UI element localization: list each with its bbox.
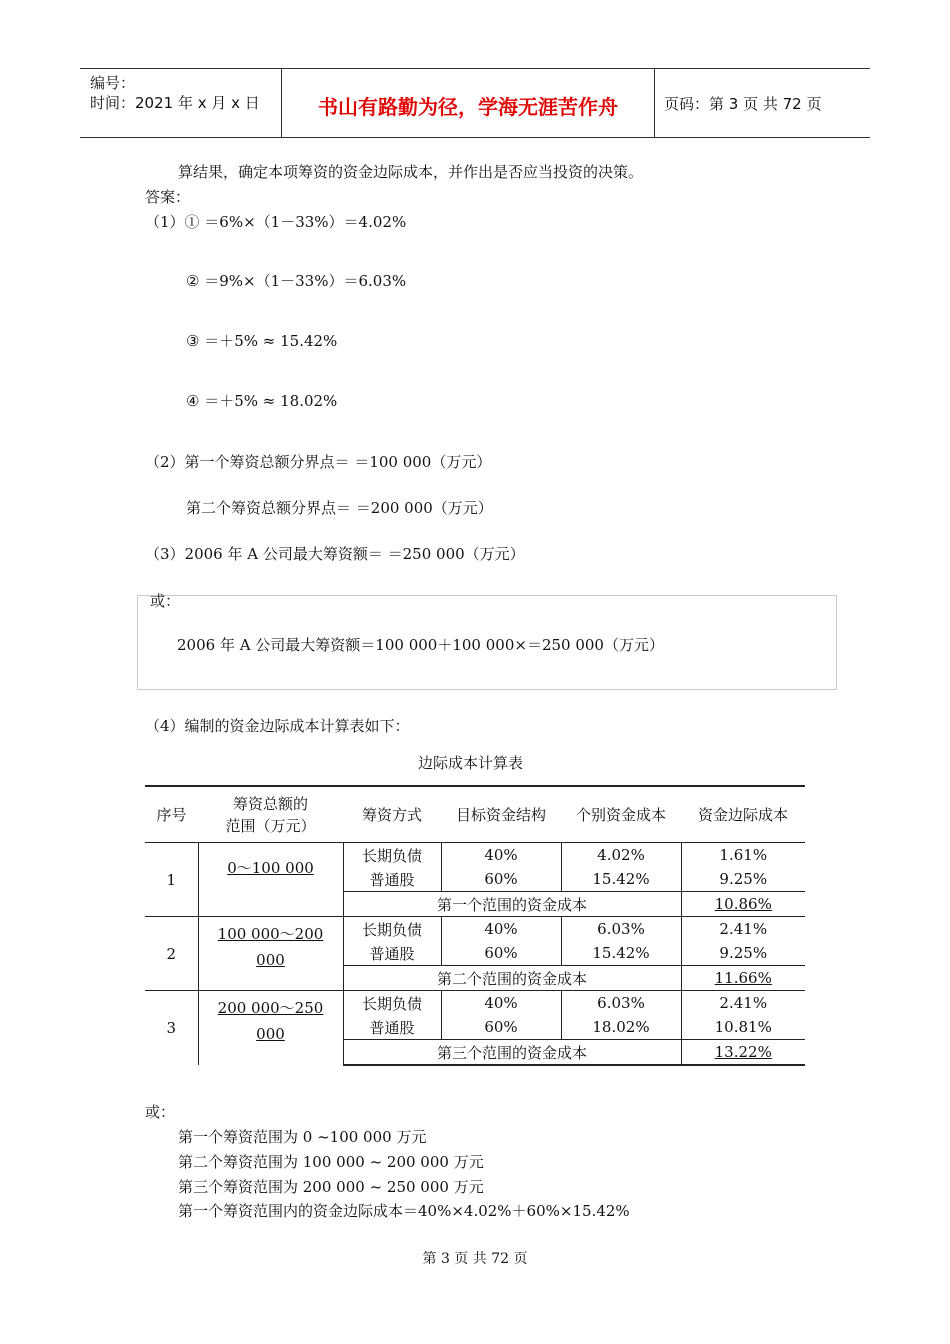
cell-cost: 15.42% [561, 867, 681, 892]
cell-seq: 3 [145, 991, 198, 1066]
marginal-cost-line: 第一个筹资范围内的资金边际成本＝40%×4.02%＋60%×15.42% [178, 1202, 630, 1220]
cell-weight: 40% [441, 991, 561, 1016]
range-line-3: 第三个筹资范围为 200 000 ~ 250 000 万元 [178, 1178, 484, 1196]
header-motto: 书山有路勤为径，学海无涯苦作舟 [318, 95, 618, 119]
cell-cost: 18.02% [561, 1015, 681, 1040]
answer-1-3: ③ ＝＋5% ≈ 15.42% [186, 332, 338, 350]
cell-cost: 6.03% [561, 991, 681, 1016]
answer-label: 答案： [145, 188, 191, 206]
cell-range: 200 000～250 000 [198, 991, 343, 1066]
answer-1-1: （1）① ＝6%×（1－33%）＝4.02% [145, 213, 407, 231]
cell-weight: 60% [441, 1015, 561, 1040]
cell-marginal: 9.25% [681, 867, 805, 892]
cell-weight: 60% [441, 941, 561, 966]
cell-method: 长期负债 [343, 843, 441, 868]
header-marginal-cost: 资金边际成本 [681, 786, 805, 843]
cell-summary-value: 11.66% [681, 966, 805, 991]
page-header [80, 68, 870, 138]
answer-1-4: ④ ＝＋5% ≈ 18.02% [186, 392, 338, 410]
cell-range: 0～100 000 [198, 843, 343, 917]
header-seq: 序号 [145, 786, 198, 843]
page-footer: 第 3 页 共 72 页 [422, 1251, 528, 1267]
cell-seq: 1 [145, 843, 198, 917]
cell-cost: 15.42% [561, 941, 681, 966]
cell-marginal: 1.61% [681, 843, 805, 868]
answer-4: （4）编制的资金边际成本计算表如下： [145, 717, 410, 735]
alternative-label-2: 或： [145, 1103, 176, 1121]
document-number-label: 编号： [90, 74, 136, 92]
alternative-label: 或： [150, 592, 181, 610]
cell-cost: 4.02% [561, 843, 681, 868]
paragraph-continuation: 算结果，确定本项筹资的资金边际成本，并作出是否应当投资的决策。 [178, 163, 644, 181]
answer-2-2: 第二个筹资总额分界点＝ ＝200 000（万元） [186, 499, 493, 517]
cell-method: 普通股 [343, 941, 441, 966]
header-page-info: 页码：第 3 页 共 72 页 [664, 95, 822, 113]
answer-1-2: ② ＝9%×（1－33%）＝6.03% [186, 272, 407, 290]
cell-method: 长期负债 [343, 917, 441, 942]
header-range: 筹资总额的 范围（万元） [198, 786, 343, 843]
cell-method: 长期负债 [343, 991, 441, 1016]
cell-method: 普通股 [343, 867, 441, 892]
cell-marginal: 10.81% [681, 1015, 805, 1040]
cell-summary-value: 10.86% [681, 892, 805, 917]
header-individual-cost: 个别资金成本 [561, 786, 681, 843]
cell-weight: 60% [441, 867, 561, 892]
cell-marginal: 9.25% [681, 941, 805, 966]
cell-seq: 2 [145, 917, 198, 991]
table-row [145, 843, 805, 868]
marginal-cost-table [145, 785, 805, 1066]
cell-summary-label: 第二个范围的资金成本 [343, 966, 681, 991]
header-meta [90, 73, 260, 113]
range-line-1: 第一个筹资范围为 0 ~100 000 万元 [178, 1128, 427, 1146]
cell-range: 100 000～200 000 [198, 917, 343, 991]
cell-weight: 40% [441, 917, 561, 942]
answer-3: （3）2006 年 A 公司最大筹资额＝ ＝250 000（万元） [145, 545, 525, 563]
cell-cost: 6.03% [561, 917, 681, 942]
alternative-formula: 2006 年 A 公司最大筹资额＝100 000＋100 000×＝250 000（万元） [177, 636, 664, 654]
cell-summary-value: 13.22% [681, 1040, 805, 1066]
table-title: 边际成本计算表 [418, 754, 524, 772]
answer-2-1: （2）第一个筹资总额分界点＝ ＝100 000（万元） [145, 453, 492, 471]
range-line-2: 第二个筹资范围为 100 000 ~ 200 000 万元 [178, 1153, 484, 1171]
document-time-label: 时间：2021 年 x 月 x 日 [90, 94, 260, 112]
cell-marginal: 2.41% [681, 991, 805, 1016]
header-method: 筹资方式 [343, 786, 441, 843]
header-structure: 目标资金结构 [441, 786, 561, 843]
cell-method: 普通股 [343, 1015, 441, 1040]
table-row [145, 991, 805, 1016]
cell-summary-label: 第一个范围的资金成本 [343, 892, 681, 917]
table-header-row [145, 786, 805, 843]
cell-weight: 40% [441, 843, 561, 868]
header-divider [654, 69, 655, 137]
table-row [145, 917, 805, 942]
cell-summary-label: 第三个范围的资金成本 [343, 1040, 681, 1066]
cell-marginal: 2.41% [681, 917, 805, 942]
